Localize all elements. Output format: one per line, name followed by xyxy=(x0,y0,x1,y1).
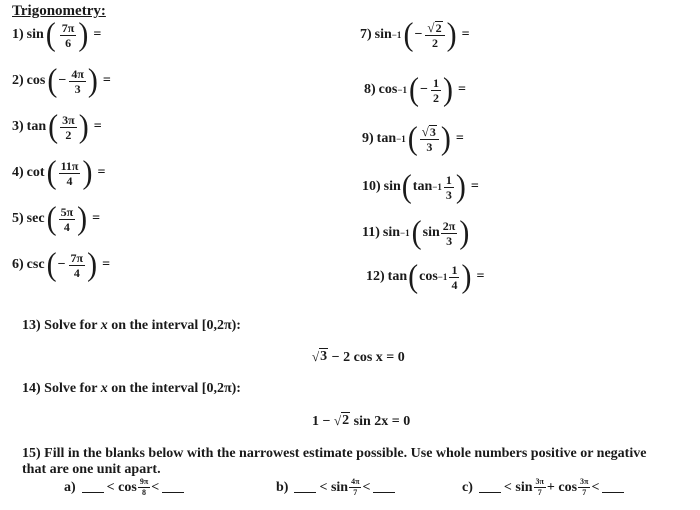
problem-10 xyxy=(362,168,479,205)
answer-blank-upper[interactable] xyxy=(373,482,395,493)
equals-sign: = xyxy=(93,27,102,42)
problem-7 xyxy=(360,16,470,53)
part-label: a) xyxy=(64,479,76,495)
less-than-sign: < xyxy=(503,479,512,495)
function-name: cot xyxy=(26,165,45,180)
left-paren: ( xyxy=(45,16,56,53)
right-paren: ) xyxy=(440,120,451,157)
numerator: 7π xyxy=(61,20,75,35)
part-label: b) xyxy=(276,479,289,495)
numerator: 4π xyxy=(71,66,84,81)
problem-8 xyxy=(364,71,466,108)
outer-function: tan xyxy=(387,269,408,284)
function-name: cos xyxy=(378,82,398,97)
problem-label: 2) xyxy=(12,73,24,88)
left-paren: ( xyxy=(47,62,58,99)
q15-part-c xyxy=(462,478,627,497)
fraction xyxy=(431,77,441,104)
problem-12 xyxy=(366,258,485,295)
denominator: 7 xyxy=(582,488,587,497)
fraction xyxy=(59,206,76,233)
problem-label: 1) xyxy=(12,27,24,42)
radical-sign: √ xyxy=(333,413,342,428)
square-root xyxy=(312,348,328,365)
function-name: tan xyxy=(26,119,47,134)
q15-part-a xyxy=(64,478,187,497)
less-than-sign: < xyxy=(151,479,160,495)
outer-function: sin xyxy=(383,179,401,194)
function-name: sin xyxy=(26,27,44,42)
q14-variable: x xyxy=(100,381,108,396)
denominator: 2 xyxy=(431,36,438,50)
negative-sign: − xyxy=(414,27,423,42)
answer-blank-lower[interactable] xyxy=(294,482,316,493)
denominator: 6 xyxy=(65,35,72,50)
radical-sign: √ xyxy=(421,124,429,139)
inner-function: cos xyxy=(419,269,438,284)
q15-prompt-line1: 15) Fill in the blanks below with the narrowest estimate possible. Use whole numbers positive or negative xyxy=(22,446,647,461)
problem-label: 9) xyxy=(362,131,374,146)
answer-blank-lower[interactable] xyxy=(479,482,501,493)
fraction xyxy=(534,478,546,497)
left-paren: ( xyxy=(401,168,412,205)
problem-label: 5) xyxy=(12,211,24,226)
negative-sign: − xyxy=(419,82,428,97)
problem-label: 12) xyxy=(366,269,385,284)
numerator: 1 xyxy=(445,172,452,187)
numerator: 3π xyxy=(580,477,589,486)
q13-variable: x xyxy=(100,318,108,333)
denominator: 7 xyxy=(353,488,358,497)
function-name: sec xyxy=(26,211,45,226)
denominator: 4 xyxy=(451,277,458,292)
numerator: 3π xyxy=(535,477,544,486)
numerator xyxy=(420,125,439,140)
equals-sign: = xyxy=(97,165,106,180)
equals-sign: = xyxy=(92,211,101,226)
equals-sign: = xyxy=(476,269,485,284)
right-paren: ) xyxy=(87,246,98,283)
less-than-sign: < xyxy=(319,479,328,495)
equals-sign: = xyxy=(455,131,464,146)
inverse-superscript: −1 xyxy=(396,134,406,144)
radicand: 3 xyxy=(429,125,436,139)
denominator: 3 xyxy=(74,81,81,96)
less-than-sign: < xyxy=(362,479,371,495)
q15-prompt-line2: that are one unit apart. xyxy=(22,462,161,477)
numerator xyxy=(425,21,444,36)
denominator: 7 xyxy=(537,488,542,497)
numerator: 1 xyxy=(451,262,458,277)
right-paren: ) xyxy=(446,16,457,53)
denominator: 4 xyxy=(63,219,70,234)
negative-sign: − xyxy=(58,73,67,88)
right-paren: ) xyxy=(87,62,98,99)
denominator: 3 xyxy=(446,233,453,248)
plus-sign: + xyxy=(546,479,555,495)
left-paren: ( xyxy=(407,120,418,157)
fraction xyxy=(425,21,444,49)
q13-prompt-end: on the interval [0,2π): xyxy=(107,318,241,333)
part-label: c) xyxy=(462,479,473,495)
square-root xyxy=(427,21,442,34)
numerator: 3π xyxy=(62,112,75,127)
numerator: 5π xyxy=(60,204,74,219)
function-name: sin xyxy=(374,27,392,42)
numerator: 11π xyxy=(60,158,79,173)
inner-function: tan xyxy=(412,179,433,194)
equals-sign: = xyxy=(470,179,479,194)
less-than-sign: < xyxy=(591,479,600,495)
q14-prompt xyxy=(22,381,241,397)
radical-sign: √ xyxy=(312,349,320,364)
left-paren: ( xyxy=(46,246,57,283)
function-name: cos xyxy=(558,479,578,495)
problem-5 xyxy=(12,200,101,237)
equals-sign: = xyxy=(457,82,466,97)
equals-sign: = xyxy=(102,73,111,88)
right-paren: ) xyxy=(459,214,470,251)
fraction xyxy=(69,252,86,279)
problem-11 xyxy=(362,214,470,251)
less-than-sign: < xyxy=(106,479,115,495)
denominator: 3 xyxy=(445,187,452,202)
fraction xyxy=(60,114,77,141)
problem-label: 4) xyxy=(12,165,24,180)
square-root xyxy=(334,412,350,429)
denominator: 4 xyxy=(66,173,73,188)
q14-prompt-end: on the interval [0,2π): xyxy=(107,381,241,396)
numerator: 1 xyxy=(432,75,439,90)
fraction xyxy=(420,125,439,153)
problem-6 xyxy=(12,246,111,283)
numerator: 4π xyxy=(351,477,360,486)
problem-3 xyxy=(12,108,102,145)
denominator: 8 xyxy=(142,488,147,497)
q14-equation-lead: 1 − xyxy=(312,414,331,429)
square-root xyxy=(422,125,437,138)
function-name: cos xyxy=(26,73,46,88)
radicand: 2 xyxy=(435,21,442,35)
fraction xyxy=(449,264,459,291)
inverse-superscript: −1 xyxy=(397,85,407,95)
q14-equation-text: sin 2x = 0 xyxy=(353,414,411,429)
right-paren: ) xyxy=(455,168,466,205)
numerator: 2π xyxy=(442,218,456,233)
problem-label: 6) xyxy=(12,257,24,272)
fraction xyxy=(349,478,361,497)
fraction xyxy=(60,22,77,49)
inverse-superscript: −1 xyxy=(400,228,410,238)
q14-equation xyxy=(312,412,410,430)
fraction xyxy=(578,478,590,497)
q13-prompt-start: 13) Solve for xyxy=(22,318,101,333)
denominator: 3 xyxy=(426,140,433,154)
right-paren: ) xyxy=(78,16,89,53)
q13-equation xyxy=(312,348,405,366)
fraction xyxy=(59,160,81,187)
function-name: cos xyxy=(118,479,137,495)
inverse-superscript: −1 xyxy=(432,182,442,192)
function-name: tan xyxy=(376,131,397,146)
q14-prompt-start: 14) Solve for xyxy=(22,381,101,396)
answer-blank-upper[interactable] xyxy=(602,482,624,493)
problem-9 xyxy=(362,120,464,157)
inverse-superscript: −1 xyxy=(437,272,448,282)
worksheet-title: Trigonometry: xyxy=(12,3,106,19)
radicand: 3 xyxy=(320,349,328,364)
left-paren: ( xyxy=(408,71,419,108)
denominator: 4 xyxy=(73,265,80,280)
right-paren: ) xyxy=(461,258,472,295)
denominator: 2 xyxy=(432,90,439,105)
inverse-superscript: −1 xyxy=(391,30,402,40)
q15-part-b xyxy=(276,478,398,497)
outer-function: sin xyxy=(382,225,401,240)
left-paren: ( xyxy=(411,214,422,251)
radicand: 2 xyxy=(342,413,350,428)
fraction xyxy=(444,174,454,201)
answer-blank-lower[interactable] xyxy=(82,482,104,493)
fraction xyxy=(69,68,86,95)
left-paren: ( xyxy=(46,200,57,237)
right-paren: ) xyxy=(82,154,93,191)
function-name: sin xyxy=(515,479,533,495)
problem-label: 11) xyxy=(362,225,380,240)
problem-label: 8) xyxy=(364,82,376,97)
numerator: 7π xyxy=(70,250,84,265)
problem-label: 7) xyxy=(360,27,372,42)
equals-sign: = xyxy=(102,257,111,272)
problem-4 xyxy=(12,154,106,191)
left-paren: ( xyxy=(46,154,57,191)
left-paren: ( xyxy=(403,16,414,53)
left-paren: ( xyxy=(48,108,59,145)
denominator: 2 xyxy=(65,127,72,142)
function-name: csc xyxy=(26,257,45,272)
problem-1 xyxy=(12,16,102,53)
function-name: sin xyxy=(330,479,349,495)
fraction xyxy=(441,220,458,247)
q13-prompt xyxy=(22,318,241,334)
inner-function: sin xyxy=(422,225,440,240)
answer-blank-upper[interactable] xyxy=(162,482,184,493)
fraction xyxy=(138,478,150,497)
equals-sign: = xyxy=(93,119,102,134)
right-paren: ) xyxy=(442,71,453,108)
q13-equation-text: − 2 cos x = 0 xyxy=(331,350,405,365)
equals-sign: = xyxy=(461,27,470,42)
problem-2 xyxy=(12,62,111,99)
problem-label: 3) xyxy=(12,119,24,134)
right-paren: ) xyxy=(78,108,89,145)
radical-sign: √ xyxy=(427,20,435,35)
numerator: 9π xyxy=(139,477,149,486)
problem-label: 10) xyxy=(362,179,381,194)
right-paren: ) xyxy=(77,200,88,237)
negative-sign: − xyxy=(57,257,66,272)
left-paren: ( xyxy=(408,258,419,295)
